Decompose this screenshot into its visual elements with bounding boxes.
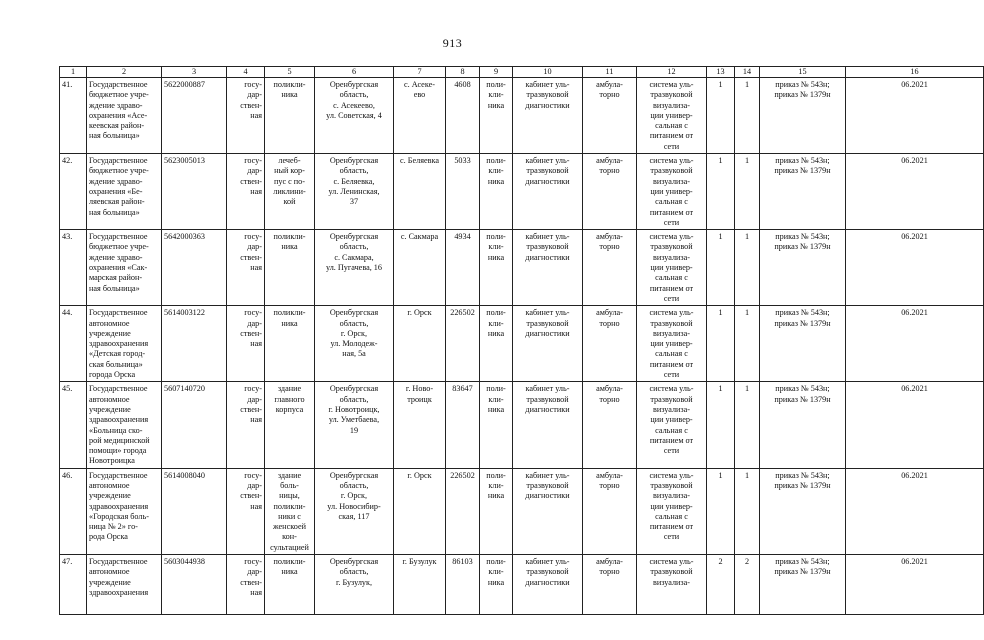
quantity-required-cell: 2 <box>707 555 735 615</box>
ownership-form-cell: госу- дар- ствен- ная <box>227 306 265 382</box>
column-number-15: 15 <box>760 67 846 78</box>
column-number-8: 8 <box>446 67 480 78</box>
unit-type-cell: поли- кли- ника <box>480 306 513 382</box>
regulatory-order-cell: приказ № 543н; приказ № 1379н <box>760 468 846 554</box>
quantity-planned-cell: 2 <box>735 555 760 615</box>
column-number-5: 5 <box>265 67 315 78</box>
address-cell: Оренбургская область, с. Сакмара, ул. Пугачева, 16 <box>315 230 394 306</box>
equipment-name-cell: система уль- тразвуковой визуализа- ции универ- сальная с питанием от сети <box>637 230 707 306</box>
unit-type-cell: поли- кли- ника <box>480 382 513 468</box>
care-conditions-cell: амбула- торно <box>583 468 637 554</box>
page-number: 913 <box>442 36 463 50</box>
table-row <box>60 306 984 382</box>
regulatory-order-cell: приказ № 543н; приказ № 1379н <box>760 78 846 154</box>
equipment-name-cell: система уль- тразвуковой визуализа- ции универ- сальная с питанием от сети <box>637 78 707 154</box>
building-type-cell: поликли- ника <box>265 78 315 154</box>
unit-type-cell: поли- кли- ника <box>480 230 513 306</box>
column-number-2: 2 <box>87 67 162 78</box>
organization-name-cell: Государственное бюджетное учре- ждение здраво- охранения «Бе- ляевская район- ная больница» <box>87 154 162 230</box>
table-row <box>60 382 984 468</box>
row-index-cell: 41. <box>60 78 87 154</box>
organization-name-cell: Государственное автономное учреждение здравоохранения <box>87 555 162 615</box>
regulatory-order-cell: приказ № 543н; приказ № 1379н <box>760 230 846 306</box>
ownership-form-cell: госу- дар- ствен- ная <box>227 78 265 154</box>
department-cell: кабинет уль- тразвуковой диагностики <box>513 555 583 615</box>
column-number-9: 9 <box>480 67 513 78</box>
population-cell: 83647 <box>446 382 480 468</box>
column-number-7: 7 <box>394 67 446 78</box>
row-index-cell: 42. <box>60 154 87 230</box>
unit-type-cell: поли- кли- ника <box>480 78 513 154</box>
organization-name-cell: Государственное бюджетное учре- ждение здраво- охранения «Асе- кеевская район- ная больница» <box>87 78 162 154</box>
address-cell: Оренбургская область, с. Беляевка, ул. Ленинская, 37 <box>315 154 394 230</box>
supply-date-cell: 06.2021 <box>846 230 984 306</box>
table-row <box>60 154 984 230</box>
quantity-planned-cell: 1 <box>735 154 760 230</box>
column-number-13: 13 <box>707 67 735 78</box>
settlement-cell: г. Бузулук <box>394 555 446 615</box>
supply-date-cell: 06.2021 <box>846 382 984 468</box>
column-number-4: 4 <box>227 67 265 78</box>
regulatory-order-cell: приказ № 543н; приказ № 1379н <box>760 154 846 230</box>
department-cell: кабинет уль- тразвуковой диагностики <box>513 230 583 306</box>
supply-date-cell: 06.2021 <box>846 306 984 382</box>
building-type-cell: поликли- ника <box>265 306 315 382</box>
building-type-cell: здание боль- ницы, поликли- ники с женскоей кон- сультацией <box>265 468 315 554</box>
care-conditions-cell: амбула- торно <box>583 230 637 306</box>
address-cell: Оренбургская область, г. Новотроицк, ул. Уметбаева, 19 <box>315 382 394 468</box>
table-row <box>60 230 984 306</box>
equipment-name-cell: система уль- тразвуковой визуализа- ции универ- сальная с питанием от сети <box>637 382 707 468</box>
population-cell: 4934 <box>446 230 480 306</box>
regulatory-order-cell: приказ № 543н; приказ № 1379н <box>760 382 846 468</box>
column-number-16: 16 <box>846 67 984 78</box>
regulatory-order-cell: приказ № 543н; приказ № 1379н <box>760 306 846 382</box>
population-cell: 226502 <box>446 306 480 382</box>
unit-type-cell: поли- кли- ника <box>480 468 513 554</box>
department-cell: кабинет уль- тразвуковой диагностики <box>513 306 583 382</box>
column-number-11: 11 <box>583 67 637 78</box>
settlement-cell: с. Беляевка <box>394 154 446 230</box>
population-cell: 5033 <box>446 154 480 230</box>
department-cell: кабинет уль- тразвуковой диагностики <box>513 78 583 154</box>
row-index-cell: 43. <box>60 230 87 306</box>
column-number-row <box>60 67 984 78</box>
care-conditions-cell: амбула- торно <box>583 154 637 230</box>
table-row <box>60 468 984 554</box>
department-cell: кабинет уль- тразвуковой диагностики <box>513 468 583 554</box>
row-index-cell: 45. <box>60 382 87 468</box>
quantity-planned-cell: 1 <box>735 78 760 154</box>
building-type-cell: здание главного корпуса <box>265 382 315 468</box>
row-index-cell: 44. <box>60 306 87 382</box>
settlement-cell: г. Ново- троицк <box>394 382 446 468</box>
population-cell: 226502 <box>446 468 480 554</box>
department-cell: кабинет уль- тразвуковой диагностики <box>513 382 583 468</box>
supply-date-cell: 06.2021 <box>846 154 984 230</box>
inn-cell: 5622000887 <box>162 78 227 154</box>
care-conditions-cell: амбула- торно <box>583 382 637 468</box>
column-number-3: 3 <box>162 67 227 78</box>
quantity-required-cell: 1 <box>707 154 735 230</box>
inn-cell: 5642000363 <box>162 230 227 306</box>
care-conditions-cell: амбула- торно <box>583 555 637 615</box>
ownership-form-cell: госу- дар- ствен- ная <box>227 468 265 554</box>
equipment-name-cell: система уль- тразвуковой визуализа- ции универ- сальная с питанием от сети <box>637 306 707 382</box>
quantity-required-cell: 1 <box>707 382 735 468</box>
column-number-12: 12 <box>637 67 707 78</box>
row-index-cell: 46. <box>60 468 87 554</box>
quantity-planned-cell: 1 <box>735 382 760 468</box>
supply-date-cell: 06.2021 <box>846 555 984 615</box>
column-number-10: 10 <box>513 67 583 78</box>
column-number-1: 1 <box>60 67 87 78</box>
equipment-name-cell: система уль- тразвуковой визуализа- <box>637 555 707 615</box>
building-type-cell: поликли- ника <box>265 230 315 306</box>
equipment-table <box>59 66 984 615</box>
ownership-form-cell: госу- дар- ствен- ная <box>227 230 265 306</box>
unit-type-cell: поли- кли- ника <box>480 555 513 615</box>
quantity-planned-cell: 1 <box>735 306 760 382</box>
row-index-cell: 47. <box>60 555 87 615</box>
inn-cell: 5614003122 <box>162 306 227 382</box>
quantity-required-cell: 1 <box>707 468 735 554</box>
organization-name-cell: Государственное автономное учреждение здравоохранения «Больница ско- рой медицинской помощи» города Новотроицка <box>87 382 162 468</box>
organization-name-cell: Государственное бюджетное учре- ждение здраво- охранения «Сак- марская район- ная больница» <box>87 230 162 306</box>
address-cell: Оренбургская область, г. Бузулук, <box>315 555 394 615</box>
address-cell: Оренбургская область, с. Асекеево, ул. Советская, 4 <box>315 78 394 154</box>
department-cell: кабинет уль- тразвуковой диагностики <box>513 154 583 230</box>
regulatory-order-cell: приказ № 543н; приказ № 1379н <box>760 555 846 615</box>
organization-name-cell: Государственное автономное учреждение здравоохранения «Городская боль- ница № 2» го- рода Орска <box>87 468 162 554</box>
inn-cell: 5607140720 <box>162 382 227 468</box>
settlement-cell: г. Орск <box>394 306 446 382</box>
table-row <box>60 555 984 615</box>
quantity-required-cell: 1 <box>707 306 735 382</box>
address-cell: Оренбургская область, г. Орск, ул. Молодеж- ная, 5а <box>315 306 394 382</box>
supply-date-cell: 06.2021 <box>846 78 984 154</box>
equipment-name-cell: система уль- тразвуковой визуализа- ции универ- сальная с питанием от сети <box>637 468 707 554</box>
building-type-cell: лечеб- ный кор- пус с по- ликлини- кой <box>265 154 315 230</box>
population-cell: 4608 <box>446 78 480 154</box>
building-type-cell: поликли- ника <box>265 555 315 615</box>
settlement-cell: г. Орск <box>394 468 446 554</box>
equipment-table-container <box>59 66 928 640</box>
inn-cell: 5603044938 <box>162 555 227 615</box>
ownership-form-cell: госу- дар- ствен- ная <box>227 555 265 615</box>
care-conditions-cell: амбула- торно <box>583 78 637 154</box>
quantity-planned-cell: 1 <box>735 468 760 554</box>
supply-date-cell: 06.2021 <box>846 468 984 554</box>
ownership-form-cell: госу- дар- ствен- ная <box>227 154 265 230</box>
settlement-cell: с. Сакмара <box>394 230 446 306</box>
column-number-14: 14 <box>735 67 760 78</box>
care-conditions-cell: амбула- торно <box>583 306 637 382</box>
column-number-6: 6 <box>315 67 394 78</box>
table-row <box>60 78 984 154</box>
organization-name-cell: Государственное автономное учреждение здравоохранения «Детская город- ская больница» города Орска <box>87 306 162 382</box>
equipment-name-cell: система уль- тразвуковой визуализа- ции универ- сальная с питанием от сети <box>637 154 707 230</box>
ownership-form-cell: госу- дар- ствен- ная <box>227 382 265 468</box>
quantity-planned-cell: 1 <box>735 230 760 306</box>
address-cell: Оренбургская область, г. Орск, ул. Новосибир- ская, 117 <box>315 468 394 554</box>
population-cell: 86103 <box>446 555 480 615</box>
inn-cell: 5623005013 <box>162 154 227 230</box>
unit-type-cell: поли- кли- ника <box>480 154 513 230</box>
inn-cell: 5614008040 <box>162 468 227 554</box>
quantity-required-cell: 1 <box>707 78 735 154</box>
settlement-cell: с. Асеке- ево <box>394 78 446 154</box>
quantity-required-cell: 1 <box>707 230 735 306</box>
